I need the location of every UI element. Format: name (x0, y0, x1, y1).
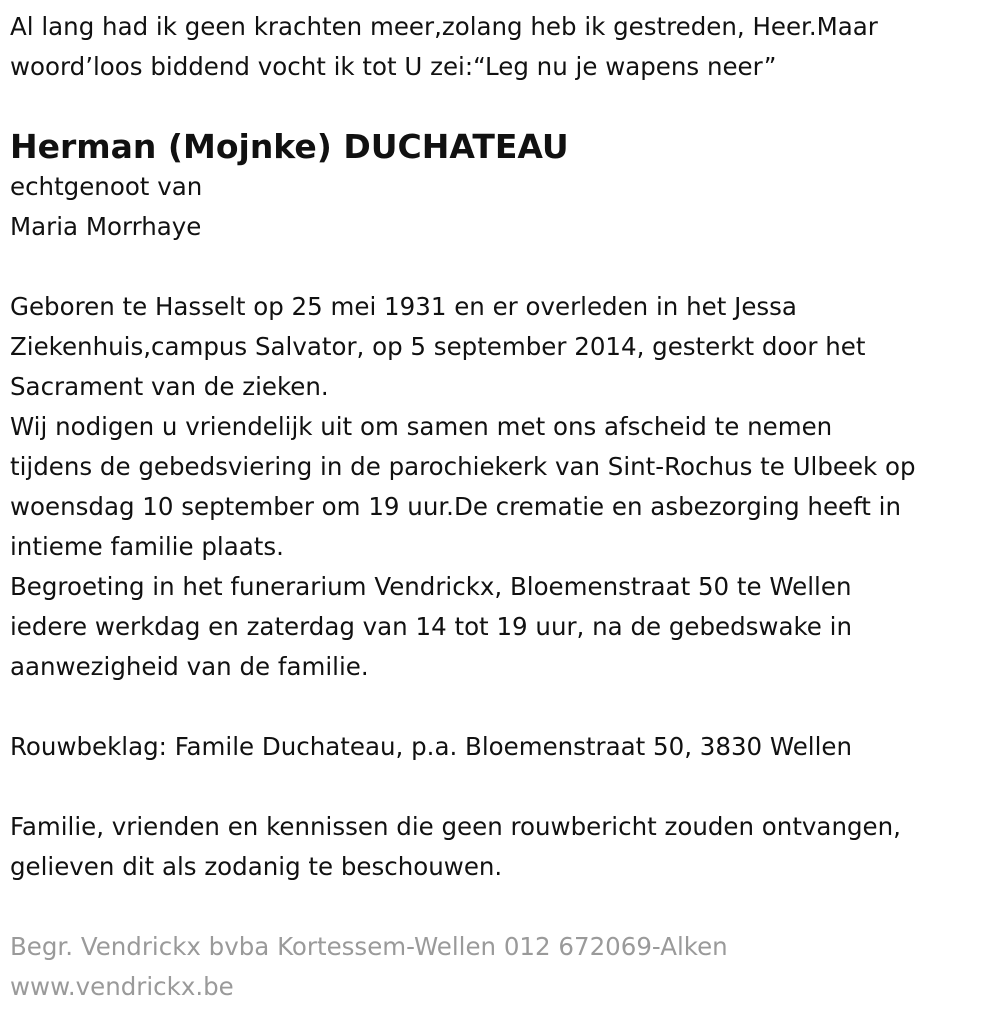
undertaker-info: Begr. Vendrickx bvba Kortessem-Wellen 012 672069-Alken (10, 932, 728, 961)
body-line: Sacrament van de zieken. (10, 372, 329, 401)
deceased-name: Herman (Mojnke) DUCHATEAU (10, 127, 569, 166)
spacer (10, 887, 990, 927)
body-line: tijdens de gebedsviering in de parochiekerk van Sint-Rochus te Ulbeek op (10, 452, 916, 481)
body-line: Ziekenhuis,campus Salvator, op 5 september 2014, gesterkt door het (10, 332, 866, 361)
condolences-address: Rouwbeklag: Famile Duchateau, p.a. Bloemenstraat 50, 3830 Wellen (10, 732, 853, 761)
notice-line-2: gelieven dit als zodanig te beschouwen. (10, 852, 503, 881)
body-line: Wij nodigen u vriendelijk uit om samen met ons afscheid te nemen (10, 412, 833, 441)
body-line: Geboren te Hasselt op 25 mei 1931 en er overleden in het Jessa (10, 292, 797, 321)
spouse-name: Maria Morrhaye (10, 212, 202, 241)
poem-line-1: Al lang had ik geen krachten meer,zolang heb ik gestreden, Heer.Maar (10, 12, 878, 41)
website-link[interactable]: www.vendrickx.be (10, 972, 234, 1001)
body-line: iedere werkdag en zaterdag van 14 tot 19 uur, na de gebedswake in (10, 612, 852, 641)
footer (10, 927, 990, 1007)
body-line: woensdag 10 september om 19 uur.De crematie en asbezorging heeft in (10, 492, 902, 521)
spacer (10, 247, 990, 287)
poem-line-2: woord’loos biddend vocht ik tot U zei:“Leg nu je wapens neer” (10, 52, 777, 81)
relation-label: echtgenoot van (10, 172, 203, 201)
obituary-body (10, 287, 990, 687)
body-line: aanwezigheid van de familie. (10, 652, 369, 681)
spacer (10, 767, 990, 807)
poem-verse (10, 7, 990, 87)
notice-line-1: Familie, vrienden en kennissen die geen rouwbericht zouden ontvangen, (10, 812, 901, 841)
spacer (10, 687, 990, 727)
body-line: Begroeting in het funerarium Vendrickx, Bloemenstraat 50 te Wellen (10, 572, 852, 601)
body-line: intieme familie plaats. (10, 532, 284, 561)
notice-text (10, 807, 990, 887)
